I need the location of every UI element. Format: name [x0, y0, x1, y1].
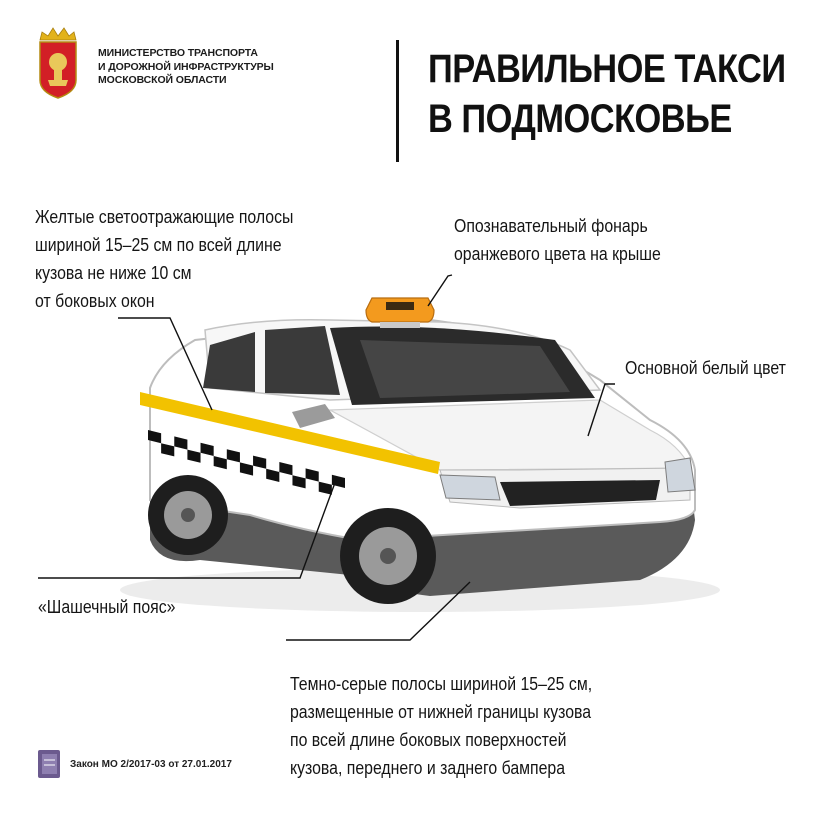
title-line-2: В ПОДМОСКОВЬЕ [428, 97, 732, 141]
title-line-1: ПРАВИЛЬНОЕ ТАКСИ [428, 47, 786, 91]
white-line-1: Основной белый цвет [625, 358, 786, 378]
lamp-line-2: оранжевого цвета на крыше [454, 244, 661, 264]
stripes-line-2: шириной 15–25 см по всей длине [35, 235, 282, 255]
callout-grey-stripes [290, 670, 592, 782]
checker-line-1: «Шашечный пояс» [38, 597, 176, 617]
ministry-line-3: МОСКОВСКОЙ ОБЛАСТИ [98, 74, 227, 86]
grey-line-4: кузова, переднего и заднего бампера [290, 758, 566, 778]
grey-line-2: размещенные от нижней границы кузова [290, 702, 592, 722]
lamp-line-1: Опознавательный фонарь [454, 216, 648, 236]
callout-roof-lamp [454, 212, 661, 268]
law-reference: Закон МО 2/2017-03 от 27.01.2017 [70, 759, 232, 770]
stripes-line-1: Желтые светоотражающие полосы [35, 207, 294, 227]
callout-checker-belt [38, 593, 175, 621]
callout-reflective-stripes [35, 203, 293, 315]
grey-line-3: по всей длине боковых поверхностей [290, 730, 567, 750]
ministry-line-2: И ДОРОЖНОЙ ИНФРАСТРУКТУРЫ [98, 60, 274, 73]
ministry-line-1: МИНИСТЕРСТВО ТРАНСПОРТА [98, 47, 258, 59]
stripes-line-4: от боковых окон [35, 291, 155, 311]
stripes-line-3: кузова не ниже 10 см [35, 263, 192, 283]
callout-white-color [625, 354, 786, 382]
grey-line-1: Темно-серые полосы шириной 15–25 см, [290, 674, 593, 694]
